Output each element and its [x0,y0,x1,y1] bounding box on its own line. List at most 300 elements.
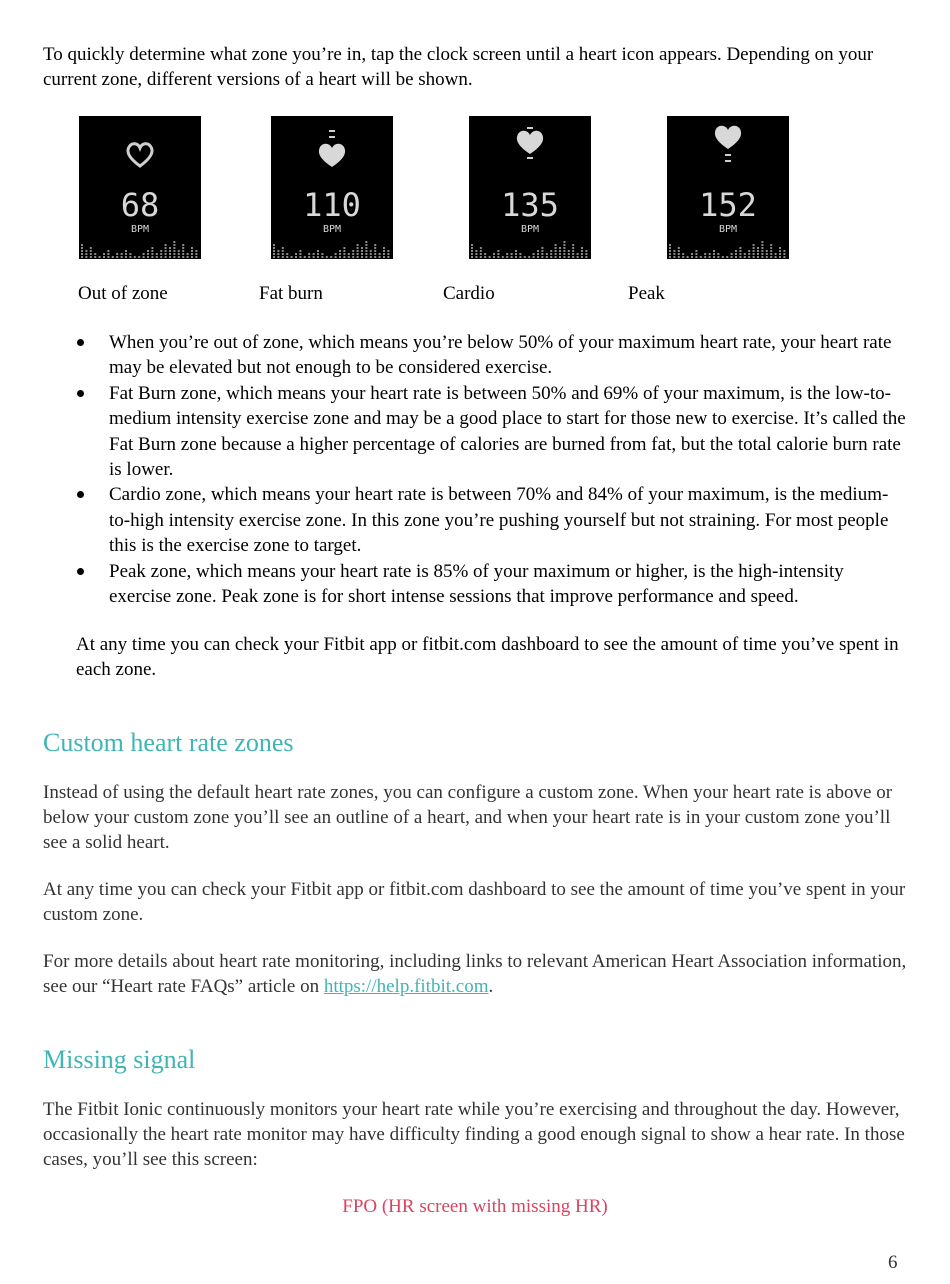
activity-bar-dot [187,256,189,258]
activity-bar-dot [480,250,482,252]
activity-bar-dot [748,253,750,255]
fpo-placeholder-caption: FPO (HR screen with missing HR) [342,1196,608,1217]
activity-bar-dot [555,250,557,252]
activity-bar-dot [182,244,184,246]
activity-bar-dot [563,256,565,258]
activity-bar-dot [169,250,171,252]
activity-bar-dot [357,247,359,249]
activity-bar-dot [695,256,697,258]
activity-bar-dot [775,256,777,258]
screen-peak [667,116,789,259]
activity-bars [471,241,587,258]
activity-bar-dot [695,250,697,252]
list-item: Peak zone, which means your heart rate is 85% of your maximum or higher, is the high-intensity exercise zone. Peak zone is for short intense sessions that improve performance and speed. [77,559,907,610]
activity-bar-dot [682,253,684,255]
screen-label-fat-burn: Fat burn [259,283,323,304]
activity-bar-dot [357,256,359,258]
solid-heart-icon [319,144,345,167]
activity-bar-dot [277,256,279,258]
activity-bars [273,241,389,258]
activity-bar-dot [471,256,473,258]
activity-bar-dot [343,247,345,249]
activity-bar-dot [577,256,579,258]
activity-bar-dot [471,247,473,249]
activity-bar-dot [370,256,372,258]
activity-bar-dot [379,256,381,258]
activity-bar-dot [678,256,680,258]
activity-bar-dot [515,250,517,252]
activity-bar-dot [365,247,367,249]
activity-bar-dot [761,256,763,258]
activity-bar-dot [770,256,772,258]
activity-bar-dot [107,253,109,255]
activity-bar-dot [761,241,763,243]
activity-bar-dot [471,244,473,246]
activity-bar-dot [585,250,587,252]
activity-bar-dot [550,256,552,258]
activity-bar-dot [129,256,131,258]
activity-bar-dot [370,250,372,252]
activity-bar-dot [493,256,495,258]
activity-bar-dot [744,253,746,255]
activity-bar-dot [352,253,354,255]
activity-bar-dot [151,253,153,255]
activity-bar-dot [365,250,367,252]
activity-bar-dot [731,253,733,255]
activity-bar-dot [673,253,675,255]
activity-bar-dot [695,253,697,255]
screen-bpm-unit: BPM [520,224,540,235]
activity-bar-dot [704,253,706,255]
activity-bar-dot [537,253,539,255]
activity-bar-dot [541,250,543,252]
page-number: 6 [888,1252,898,1273]
activity-bar-dot [493,253,495,255]
activity-bar-dot [761,250,763,252]
activity-bar-dot [775,253,777,255]
activity-bar-dot [370,253,372,255]
activity-bar-dot [343,256,345,258]
activity-bar-dot [753,244,755,246]
screen-fat-burn [271,116,393,259]
activity-bar-dot [563,247,565,249]
activity-bar-dot [555,247,557,249]
bullet-icon [77,390,84,397]
activity-bar-dot [585,253,587,255]
list-item: When you’re out of zone, which means you’re below 50% of your maximum heart rate, your heart rate may be elevated but not enough to be considered exercise. [77,330,907,381]
activity-bar-dot [165,244,167,246]
activity-bar-dot [151,256,153,258]
activity-bar-dot [156,253,158,255]
activity-bar-dot [748,250,750,252]
activity-bar-dot [173,253,175,255]
activity-bar-dot [357,253,359,255]
custom-zones-paragraph-3: For more details about heart rate monitoring, including links to relevant American Heart Association information, see our “Heart rate FAQs” article on https://help.fitbit.com. [43,951,907,997]
activity-bar-dot [533,256,535,258]
activity-bar-dot [273,244,275,246]
activity-bar-dot [125,253,127,255]
activity-bar-dot [156,256,158,258]
activity-bar-dot [173,247,175,249]
activity-bar-dot [572,247,574,249]
activity-bar-dot [713,250,715,252]
activity-bars [81,241,197,258]
activity-bar-dot [116,253,118,255]
activity-bar-dot [471,253,473,255]
activity-bar-dot [766,256,768,258]
activity-bar-dot [480,253,482,255]
activity-bar-dot [713,253,715,255]
activity-bar-dot [85,250,87,252]
activity-bar-dot [753,256,755,258]
activity-bar-dot [330,256,332,258]
activity-bar-dot [317,250,319,252]
activity-bar-dot [182,256,184,258]
screen-bpm-value: 152 [699,186,757,224]
activity-bar-dot [700,256,702,258]
activity-bar-dot [147,250,149,252]
activity-bar-dot [165,247,167,249]
activity-bar-dot [357,250,359,252]
activity-bar-dot [555,244,557,246]
activity-bar-dot [321,256,323,258]
activity-bar-dot [282,256,284,258]
bullet-icon [77,339,84,346]
activity-bar-dot [121,253,123,255]
activity-bar-dot [138,256,140,258]
activity-bar-dot [766,250,768,252]
activity-bar-dot [361,256,363,258]
activity-bar-dot [178,253,180,255]
activity-bar-dot [673,250,675,252]
activity-bar-dot [757,256,759,258]
activity-bar-dot [524,256,526,258]
zone-indicator-dash [329,136,335,138]
activity-bar-dot [374,253,376,255]
activity-bar-dot [125,250,127,252]
activity-bar-dot [779,253,781,255]
intro-paragraph: To quickly determine what zone you’re in, tap the clock screen until a heart icon appears. Depending on your current zone, different versions of a heart will be shown. [43,44,874,90]
zone-indicator-dash [527,157,533,159]
activity-bar-dot [669,250,671,252]
activity-bar-dot [735,256,737,258]
activity-bar-dot [313,256,315,258]
screen-bpm-unit: BPM [322,224,342,235]
activity-bar-dot [352,250,354,252]
custom-zones-heading: Custom heart rate zones [43,728,294,757]
activity-bar-dot [383,247,385,249]
activity-bar-dot [550,250,552,252]
activity-bar-dot [326,256,328,258]
bullet-icon [77,491,84,498]
activity-bar-dot [121,256,123,258]
activity-bar-dot [497,250,499,252]
activity-bar-dot [374,244,376,246]
screen-bpm-value: 135 [501,186,559,224]
activity-bar-dot [739,256,741,258]
activity-bar-dot [379,253,381,255]
activity-bar-dot [365,256,367,258]
activity-bar-dot [352,256,354,258]
activity-bar-dot [770,253,772,255]
activity-bar-dot [169,253,171,255]
help-fitbit-link[interactable]: https://help.fitbit.com [323,976,489,997]
activity-bar-dot [335,256,337,258]
activity-bar-dot [555,253,557,255]
activity-bar-dot [735,253,737,255]
screen-bpm-value: 110 [303,186,361,224]
activity-bar-dot [559,256,561,258]
activity-bar-dot [497,256,499,258]
activity-bar-dot [506,256,508,258]
activity-bar-dot [722,256,724,258]
activity-bar-dot [195,253,197,255]
activity-bar-dot [90,247,92,249]
activity-bar-dot [374,256,376,258]
activity-bar-dot [475,256,477,258]
activity-bar-dot [169,247,171,249]
missing-signal-heading: Missing signal [43,1045,196,1074]
activity-bar-dot [299,253,301,255]
activity-bar-dot [191,250,193,252]
activity-bar-dot [348,256,350,258]
activity-bar-dot [572,244,574,246]
activity-bar-dot [374,247,376,249]
activity-bar-dot [85,253,87,255]
activity-bar-dot [94,253,96,255]
activity-bar-dot [511,253,513,255]
activity-bar-dot [178,256,180,258]
activity-bar-dot [572,250,574,252]
activity-bar-dot [546,253,548,255]
activity-bar-dot [361,247,363,249]
activity-bar-dot [134,256,136,258]
activity-bar-dot [761,244,763,246]
activity-bar-dot [277,253,279,255]
activity-bar-dot [81,244,83,246]
activity-bar-dot [515,256,517,258]
activity-bar-dot [143,256,145,258]
activity-bar-dot [273,247,275,249]
list-item: Fat Burn zone, which means your heart rate is between 50% and 69% of your maximum, is the low-to-medium intensity exercise zone and may be a good place to start for those new to exercise. It’s called the Fat Burn zone because a higher percentage of calories are burned from fat, but the total calorie burn rate is lower. [77,381,907,483]
activity-bar-dot [757,253,759,255]
activity-bar-dot [129,253,131,255]
activity-bar-dot [709,253,711,255]
activity-bar-dot [480,247,482,249]
activity-bar-dot [195,256,197,258]
activity-bar-dot [182,247,184,249]
activity-bar-dot [497,253,499,255]
activity-bar-dot [81,247,83,249]
activity-bar-dot [151,250,153,252]
solid-heart-icon [517,131,543,154]
activity-bar-dot [173,241,175,243]
activity-bar-dot [585,256,587,258]
activity-bar-dot [541,247,543,249]
activity-bar-dot [277,250,279,252]
activity-bar-dot [581,247,583,249]
activity-bar-dot [563,253,565,255]
activity-bar-dot [753,250,755,252]
activity-bar-dot [308,253,310,255]
activity-bar-dot [273,256,275,258]
activity-bar-dot [103,256,105,258]
activity-bar-dot [731,256,733,258]
activity-bar-dot [669,253,671,255]
activity-bar-dot [559,253,561,255]
activity-bar-dot [85,256,87,258]
activity-bar-dot [709,256,711,258]
activity-bar-dot [90,250,92,252]
activity-bar-dot [383,250,385,252]
activity-bar-dot [726,256,728,258]
activity-bar-dot [273,250,275,252]
activity-bar-dot [317,256,319,258]
activity-bar-dot [484,253,486,255]
screen-label-cardio: Cardio [443,283,495,304]
activity-bar-dot [286,256,288,258]
activity-bar-dot [273,253,275,255]
activity-bar-dot [365,244,367,246]
activity-bar-dot [339,250,341,252]
activity-bar-dot [317,253,319,255]
bullet-icon [77,568,84,575]
zone-indicator-dash [329,130,335,132]
activity-bar-dot [365,253,367,255]
activity-bar-dot [361,250,363,252]
activity-bar-dot [550,253,552,255]
activity-bar-dot [739,253,741,255]
activity-bar-dot [770,244,772,246]
activity-bar-dot [489,256,491,258]
screen-out-of-zone [79,116,201,259]
activity-bar-dot [81,256,83,258]
screen-bpm-unit: BPM [718,224,738,235]
activity-bar-dot [678,253,680,255]
activity-bar-dot [475,253,477,255]
activity-bar-dot [717,256,719,258]
activity-bar-dot [691,256,693,258]
activity-bar-dot [519,256,521,258]
activity-bar-dot [739,247,741,249]
activity-bar-dot [528,256,530,258]
activity-bar-dot [753,253,755,255]
activity-bar-dot [669,244,671,246]
activity-bar-dot [383,256,385,258]
activity-bar-dot [187,253,189,255]
activity-bar-dot [563,244,565,246]
activity-bar-dot [783,256,785,258]
activity-bar-dot [387,250,389,252]
activity-bar-dot [282,250,284,252]
activity-bar-dot [321,253,323,255]
zone-indicator-dash [527,127,533,129]
activity-bar-dot [744,256,746,258]
activity-bar-dot [581,250,583,252]
activity-bar-dot [766,253,768,255]
activity-bar-dot [541,253,543,255]
activity-bar-dot [555,256,557,258]
activity-bar-dot [348,253,350,255]
activity-bar-dot [669,247,671,249]
activity-bar-dot [581,256,583,258]
activity-bar-dot [90,256,92,258]
activity-bar-dot [299,256,301,258]
activity-bar-dot [195,250,197,252]
activity-bar-dot [546,256,548,258]
activity-bar-dot [515,253,517,255]
activity-bar-dot [757,247,759,249]
activity-bar-dot [691,253,693,255]
activity-bar-dot [669,256,671,258]
activity-bar-dot [191,247,193,249]
activity-bar-dot [568,256,570,258]
zone-description-list [77,330,907,609]
activity-bar-dot [335,253,337,255]
activity-bar-dot [770,250,772,252]
activity-bar-dot [160,253,162,255]
activity-bar-dot [103,253,105,255]
activity-bar-dot [761,247,763,249]
activity-bar-dot [165,256,167,258]
screen-cardio [469,116,591,259]
activity-bar-dot [770,247,772,249]
activity-bar-dot [160,256,162,258]
screen-label-out-of-zone: Out of zone [78,283,168,304]
activity-bar-dot [182,253,184,255]
activity-bar-dot [511,256,513,258]
activity-bar-dot [506,253,508,255]
custom-zones-paragraph-2: At any time you can check your Fitbit app or fitbit.com dashboard to see the amount of time you’ve spent in your custom zone. [43,879,906,925]
activity-bar-dot [387,253,389,255]
activity-bar-dot [572,253,574,255]
activity-bar-dot [343,253,345,255]
activity-bar-dot [107,250,109,252]
outline-heart-icon [128,144,152,166]
activity-bar-dot [502,256,504,258]
activity-bar-dot [178,250,180,252]
activity-bar-dot [577,253,579,255]
activity-bar-dot [783,250,785,252]
activity-bar-dot [717,253,719,255]
activity-bar-dot [581,253,583,255]
activity-bar-dot [107,256,109,258]
activity-bar-dot [339,256,341,258]
activity-bar-dot [160,250,162,252]
activity-bar-dot [559,247,561,249]
activity-bar-dot [783,253,785,255]
solid-heart-icon [715,126,741,149]
activity-bar-dot [779,247,781,249]
activity-bar-dot [779,256,781,258]
activity-bar-dot [90,253,92,255]
activity-bar-dot [173,256,175,258]
activity-bar-dot [704,256,706,258]
activity-bar-dot [191,253,193,255]
activity-bar-dot [313,253,315,255]
activity-bar-dot [563,241,565,243]
activity-bar-dot [191,256,193,258]
activity-bar-dot [299,250,301,252]
custom-zones-paragraph-1: Instead of using the default heart rate zones, you can configure a custom zone. When your heart rate is above or below your custom zone you’ll see an outline of a heart, and when your heart rate is in your custom zone you’ll see a solid heart. [43,782,893,853]
activity-bar-dot [480,256,482,258]
activity-bar-dot [361,253,363,255]
zone-indicator-dash [725,160,731,162]
screen-label-peak: Peak [628,283,665,304]
activity-bar-dot [116,256,118,258]
activity-bar-dot [295,256,297,258]
activity-bar-dot [173,250,175,252]
